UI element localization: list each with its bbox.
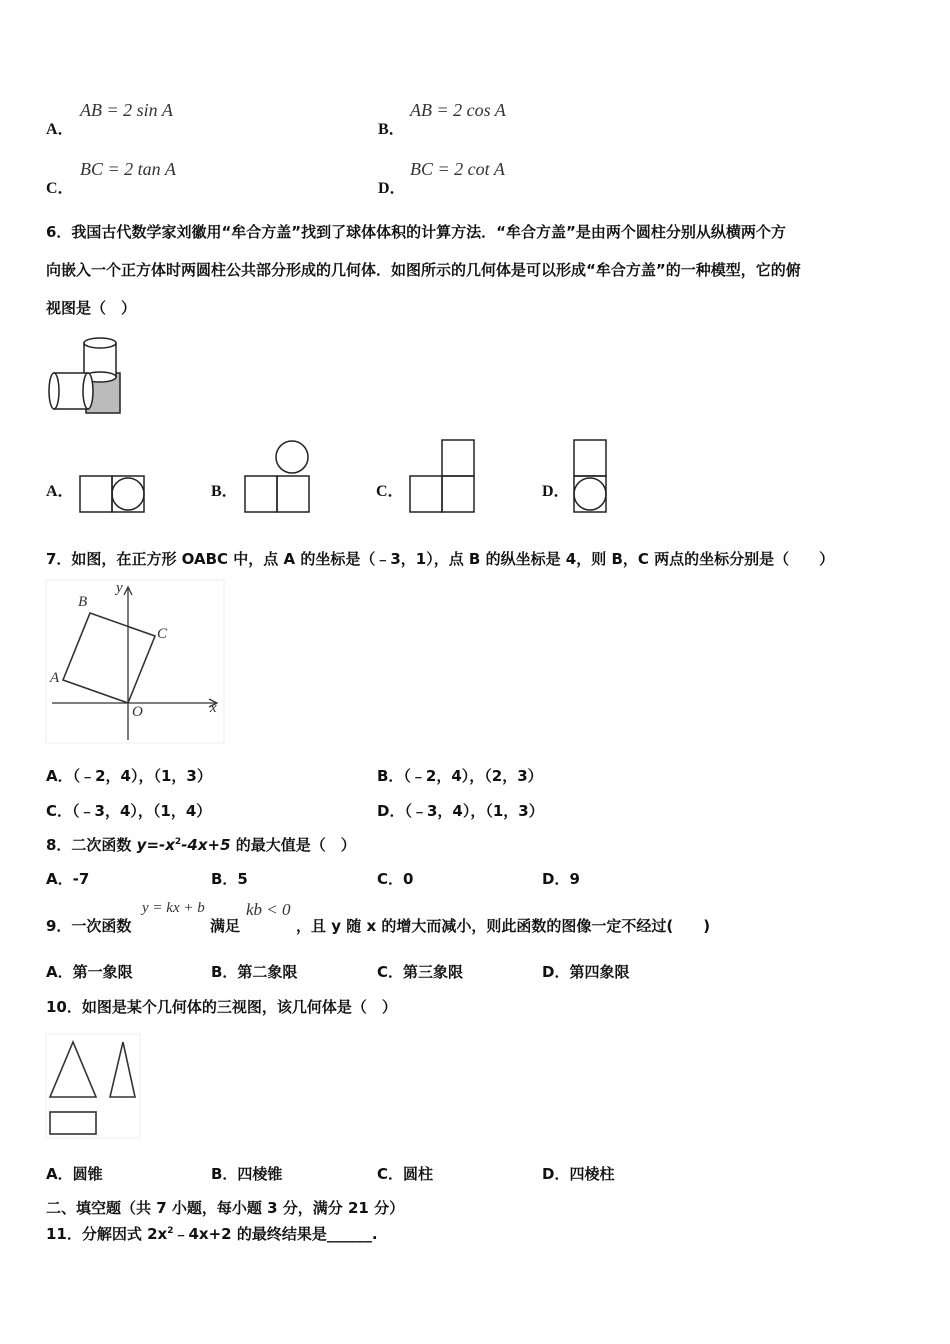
- q5-option-d-label: D．: [378, 180, 406, 197]
- q6-line-3: 视图是（ ）: [46, 299, 137, 317]
- q5-option-a-expr: AB = 2 sin A: [80, 100, 173, 120]
- q7-point-c-label: C: [157, 626, 168, 642]
- q6-line-2: 向嵌入一个正方体时两圆柱公共部分形成的几何体．如图所示的几何体是可以形成“牟合方盖”的一种模型，它的俯: [46, 261, 801, 279]
- q11-question: [46, 1223, 378, 1244]
- q7-x-axis-label: x: [210, 700, 217, 716]
- q9-suffix: ，且 y 随 x 的增大而减小，则此函数的图像一定不经过( ): [296, 917, 711, 935]
- q8-suffix: 的最大值是（ ）: [230, 836, 356, 854]
- q11-exponent: 2: [167, 1226, 174, 1236]
- q6-option-b-label: B．: [211, 483, 238, 500]
- q8-option-c: C．0: [377, 870, 414, 888]
- q9-expr-2: kb < 0: [246, 900, 291, 919]
- q7-point-a-label: A: [50, 670, 60, 686]
- q5-option-c-expr: BC = 2 tan A: [80, 159, 176, 179]
- q7-option-c: C．（﹣3，4），（1，4）: [46, 802, 212, 820]
- q7-question: 7．如图，在正方形 OABC 中，点 A 的坐标是（﹣3，1），点 B 的纵坐标是 4，则 B，C 两点的坐标分别是（ ）: [46, 550, 835, 568]
- q10-option-a: A．圆锥: [46, 1165, 103, 1183]
- q6-option-a-label: A．: [46, 483, 74, 500]
- q6-model-figure: [46, 335, 126, 417]
- q9-option-c: C．第三象限: [377, 963, 464, 981]
- q8-rest-expr: -4x+5: [181, 836, 231, 854]
- q8-prefix: 8．二次函数: [46, 836, 137, 854]
- q6-option-c-figure: [410, 440, 474, 514]
- q5-option-b-label: B．: [378, 121, 405, 138]
- q6-line-1: 6．我国古代数学家刘徽用“牟合方盖”找到了球体体积的计算方法．“牟合方盖”是由两个圆柱分别从纵横两个方: [46, 223, 786, 241]
- section-2-heading: 二、填空题（共 7 小题，每小题 3 分，满分 21 分）: [46, 1199, 405, 1217]
- q9-prefix: 9．一次函数: [46, 917, 132, 935]
- q5-option-d-expr: BC = 2 cot A: [410, 159, 505, 179]
- q5-option-b-expr: AB = 2 cos A: [410, 100, 506, 120]
- q6-option-c-label: C．: [376, 483, 404, 500]
- q5-option-c-label: C．: [46, 180, 74, 197]
- q10-option-d: D．四棱柱: [542, 1165, 615, 1183]
- q7-option-d: D．（﹣3，4），（1，3）: [377, 802, 544, 820]
- q7-origin-label: O: [132, 704, 143, 720]
- q7-y-axis-label: y: [116, 580, 123, 596]
- q9-expr-1: y = kx + b: [142, 900, 205, 916]
- q5-option-a-label: A．: [46, 121, 74, 138]
- q9-option-d: D．第四象限: [542, 963, 630, 981]
- q6-option-b-figure: [245, 438, 309, 514]
- q9-mid: 满足: [210, 917, 241, 935]
- q10-option-c: C．圆柱: [377, 1165, 434, 1183]
- q10-option-b: B．四棱锥: [211, 1165, 283, 1183]
- q8-option-d: D．9: [542, 870, 580, 888]
- q9-option-b: B．第二象限: [211, 963, 298, 981]
- q11-suffix: ﹣4x+2 的最终结果是______.: [173, 1225, 378, 1243]
- q9-option-a: A．第一象限: [46, 963, 133, 981]
- q8-y-expr: y=-x: [136, 836, 175, 854]
- q8-exponent: 2: [174, 837, 182, 847]
- q7-option-a: A．（﹣2，4），（1，3）: [46, 767, 212, 785]
- q10-question: 10．如图是某个几何体的三视图，该几何体是（ ）: [46, 998, 397, 1016]
- q10-three-view-figure: [46, 1034, 142, 1140]
- q8-question: [46, 834, 356, 855]
- q7-option-b: B．（﹣2，4），（2，3）: [377, 767, 543, 785]
- q8-option-b: B．5: [211, 870, 248, 888]
- q11-prefix: 11．分解因式 2x: [46, 1225, 168, 1243]
- q6-option-a-figure: [80, 476, 144, 514]
- q8-option-a: A．-7: [46, 870, 90, 888]
- q6-option-d-figure: [574, 440, 608, 514]
- q7-point-b-label: B: [78, 594, 88, 610]
- q6-option-d-label: D．: [542, 483, 570, 500]
